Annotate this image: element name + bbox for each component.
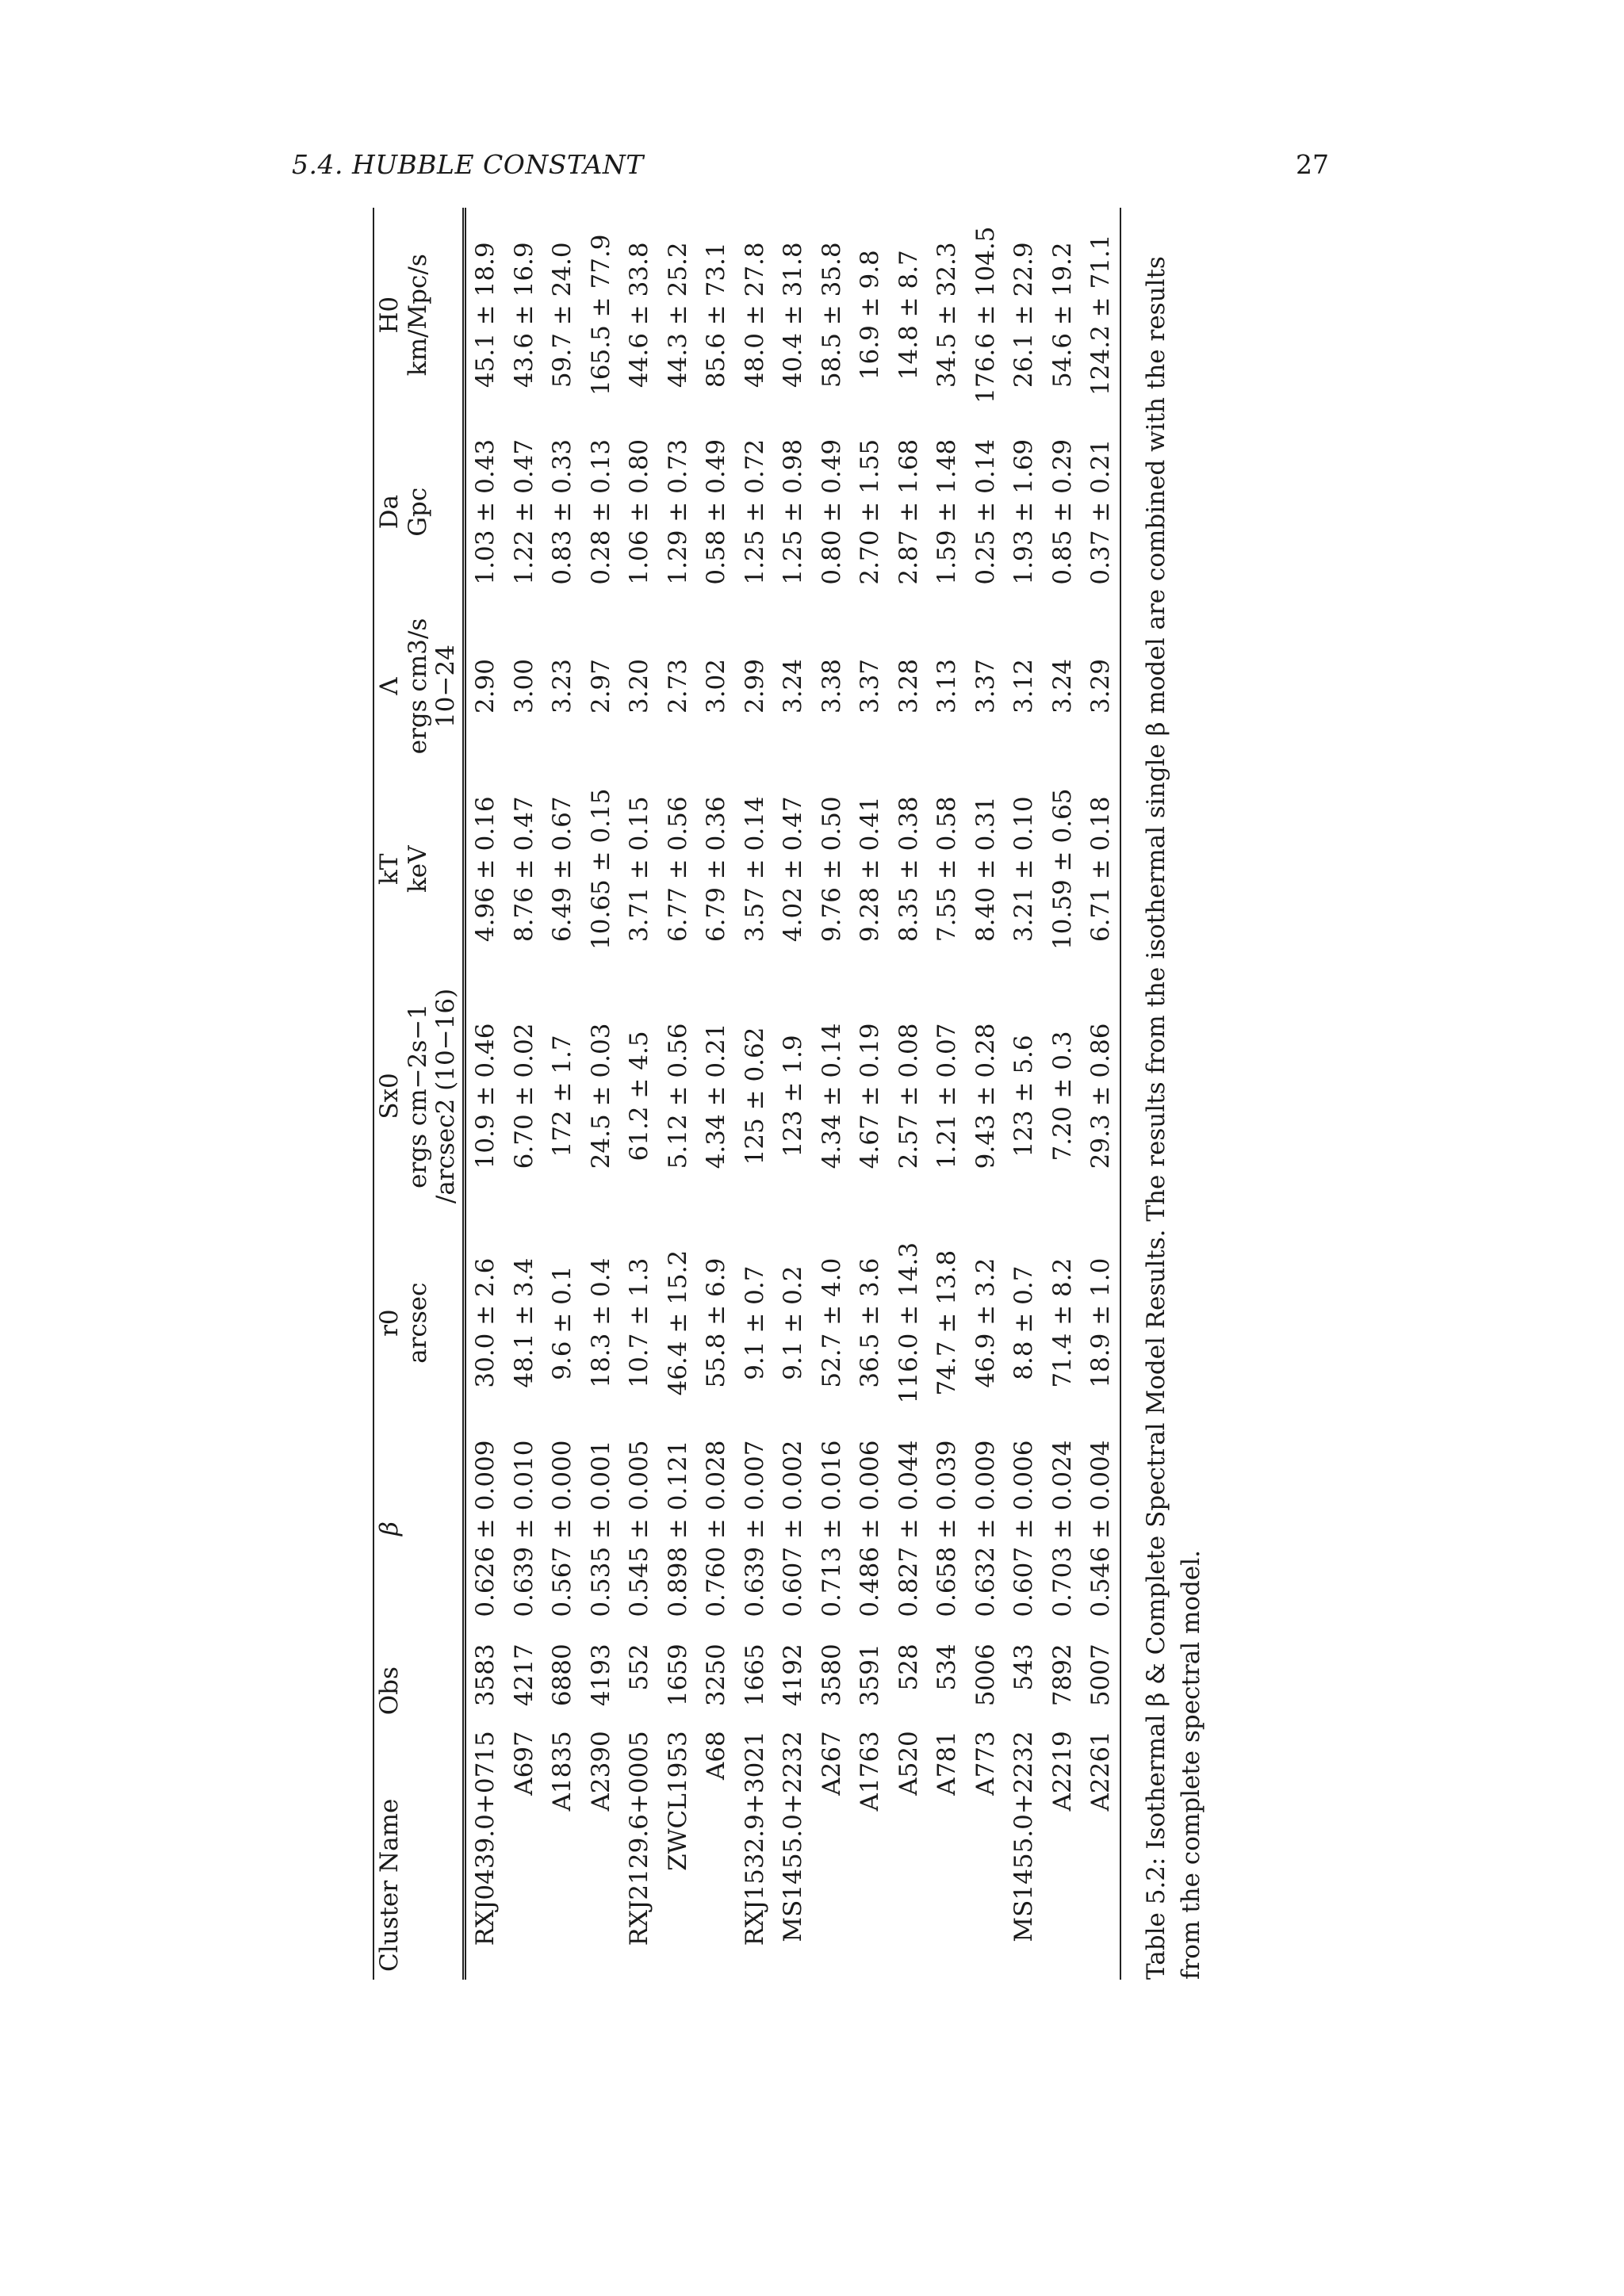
table-cell: 0.85 ± 0.29 bbox=[1048, 438, 1077, 585]
table-cell: 172 ± 1.7 bbox=[548, 1035, 577, 1158]
cluster-name-cell: RXJ0439.0+0715 bbox=[471, 1731, 500, 1946]
cluster-name-cell: ZWCL1953 bbox=[663, 1731, 692, 1871]
column-header-line2: ergs cm3/s bbox=[403, 618, 432, 755]
table-cell: 10.59 ± 0.65 bbox=[1048, 788, 1077, 950]
table-cell: 8.40 ± 0.31 bbox=[971, 796, 1000, 943]
table-cell: 0.639 ± 0.007 bbox=[740, 1440, 769, 1617]
table-cell: 2.70 ± 1.55 bbox=[856, 438, 885, 585]
table-cell: 0.713 ± 0.016 bbox=[817, 1440, 846, 1617]
table-cell: 74.7 ± 13.8 bbox=[933, 1249, 962, 1396]
table-cell: 0.28 ± 0.13 bbox=[586, 438, 615, 585]
table-cell: 2.73 bbox=[663, 658, 692, 714]
table-cell: 54.6 ± 19.2 bbox=[1048, 242, 1077, 388]
table-cell: 0.83 ± 0.33 bbox=[548, 438, 577, 585]
table-cell: 1665 bbox=[740, 1644, 769, 1707]
table-cell: 10.65 ± 0.15 bbox=[586, 788, 615, 950]
table-cell: 4.34 ± 0.14 bbox=[817, 1023, 846, 1169]
table-cell: 3.00 bbox=[509, 658, 538, 714]
column-header-line1: β bbox=[375, 1521, 404, 1536]
cluster-name-cell: MS1455.0+2232 bbox=[1009, 1731, 1039, 1942]
column-header-line1: Sx0 bbox=[375, 1073, 404, 1119]
table-cell: 9.43 ± 0.28 bbox=[971, 1023, 1000, 1169]
column-header bbox=[373, 1224, 464, 1421]
table-cell: 8.35 ± 0.38 bbox=[894, 796, 923, 943]
table-cell: 43.6 ± 16.9 bbox=[509, 242, 538, 388]
table-cell: 3.21 ± 0.10 bbox=[1009, 796, 1039, 943]
table-cell: 6.49 ± 0.67 bbox=[548, 796, 577, 943]
table-row bbox=[658, 208, 697, 1980]
table-row bbox=[735, 208, 774, 1980]
table-cell: 2.90 bbox=[471, 658, 500, 714]
column-header bbox=[373, 602, 464, 771]
table-cell: 552 bbox=[625, 1644, 654, 1691]
table-cell: 1659 bbox=[663, 1644, 692, 1707]
column-header bbox=[373, 1422, 464, 1636]
table-caption: Table 5.2: Isothermal β & Complete Spectral Model Results. The results from the isothermal single β model are combined with the results from the complete spectral model. bbox=[1142, 256, 1205, 1980]
table-cell: 1.03 ± 0.43 bbox=[471, 438, 500, 585]
table-cell: 3.57 ± 0.14 bbox=[740, 796, 769, 943]
table-cell: 0.898 ± 0.121 bbox=[663, 1440, 692, 1617]
cluster-name-cell: A1835 bbox=[548, 1731, 577, 1812]
table-cell: 4.34 ± 0.21 bbox=[702, 1023, 731, 1169]
table-row bbox=[928, 208, 967, 1980]
table-cell: 1.25 ± 0.98 bbox=[779, 438, 808, 585]
column-header bbox=[373, 1636, 464, 1723]
table-cell: 4192 bbox=[779, 1644, 808, 1707]
table-cell: 123 ± 1.9 bbox=[779, 1035, 808, 1158]
table-cell: 3.38 bbox=[817, 658, 846, 714]
column-header-line2: keV bbox=[403, 845, 432, 894]
results-table bbox=[373, 208, 1121, 1980]
table-header-row bbox=[373, 208, 464, 1980]
table-cell: 29.3 ± 0.86 bbox=[1082, 967, 1121, 1224]
table-row bbox=[543, 208, 582, 1980]
cluster-name-cell: A267 bbox=[817, 1731, 846, 1796]
table-cell: 2.87 ± 1.68 bbox=[894, 438, 923, 585]
cluster-name-cell: A520 bbox=[894, 1731, 923, 1796]
column-header-line2: ergs cm−2s−1 bbox=[403, 1004, 432, 1188]
table-cell: 124.2 ± 71.1 bbox=[1082, 208, 1121, 422]
table-cell: 44.3 ± 25.2 bbox=[663, 242, 692, 388]
table-cell: 3.02 bbox=[702, 658, 731, 714]
table-cell: 4217 bbox=[509, 1644, 538, 1707]
table-cell: 48.1 ± 3.4 bbox=[509, 1257, 538, 1388]
table-row bbox=[1082, 208, 1121, 1980]
table-cell: 3.12 bbox=[1009, 658, 1039, 714]
table-cell: 18.3 ± 0.4 bbox=[586, 1257, 615, 1388]
table-cell: 5007 bbox=[1082, 1636, 1121, 1723]
table-cell: 61.2 ± 4.5 bbox=[625, 1031, 654, 1161]
table-cell: 8.76 ± 0.47 bbox=[509, 796, 538, 943]
cluster-name-cell: MS1455.0+2232 bbox=[779, 1731, 808, 1942]
column-header bbox=[373, 1723, 464, 1980]
table-body bbox=[464, 208, 1120, 1980]
table-cell: 85.6 ± 73.1 bbox=[702, 242, 731, 388]
table-row bbox=[774, 208, 813, 1980]
table-cell: 1.93 ± 1.69 bbox=[1009, 438, 1039, 585]
table-cell: 8.8 ± 0.7 bbox=[1009, 1265, 1039, 1380]
table-cell: 3.20 bbox=[625, 658, 654, 714]
table-cell: 9.1 ± 0.7 bbox=[740, 1265, 769, 1380]
table-cell: 6.70 ± 0.02 bbox=[509, 1023, 538, 1169]
cluster-name-cell: A697 bbox=[509, 1731, 538, 1796]
table-cell: 46.4 ± 15.2 bbox=[663, 1249, 692, 1396]
table-cell: 16.9 ± 9.8 bbox=[856, 250, 885, 381]
table-cell: 5.12 ± 0.56 bbox=[663, 1023, 692, 1169]
table-cell: 0.626 ± 0.009 bbox=[471, 1440, 500, 1617]
table-cell: 6.77 ± 0.56 bbox=[663, 796, 692, 943]
table-cell: 3.37 bbox=[971, 658, 1000, 714]
table-cell: 4193 bbox=[586, 1644, 615, 1707]
table-cell: 3.28 bbox=[894, 658, 923, 714]
column-header-line1: Cluster Name bbox=[375, 1798, 404, 1972]
table-cell: 0.639 ± 0.010 bbox=[509, 1440, 538, 1617]
table-cell: 5006 bbox=[971, 1644, 1000, 1707]
table-cell: 3.23 bbox=[548, 658, 577, 714]
table-cell: 0.545 ± 0.005 bbox=[625, 1440, 654, 1617]
table-cell: 0.632 ± 0.009 bbox=[971, 1440, 1000, 1617]
table-cell: 48.0 ± 27.8 bbox=[740, 242, 769, 388]
table-cell: 0.486 ± 0.006 bbox=[856, 1440, 885, 1617]
table-cell: 1.59 ± 1.48 bbox=[933, 438, 962, 585]
table-cell: 0.535 ± 0.001 bbox=[586, 1440, 615, 1617]
table-row bbox=[697, 208, 736, 1980]
table-cell: 3580 bbox=[817, 1644, 846, 1707]
table-cell: 10.9 ± 0.46 bbox=[471, 1023, 500, 1169]
table-cell: 58.5 ± 35.8 bbox=[817, 242, 846, 388]
table-cell: 0.80 ± 0.49 bbox=[817, 438, 846, 585]
table-cell: 2.97 bbox=[586, 658, 615, 714]
table-cell: 176.6 ± 104.5 bbox=[971, 226, 1000, 404]
table-cell: 55.8 ± 6.9 bbox=[702, 1257, 731, 1388]
table-cell: 6.71 ± 0.18 bbox=[1082, 771, 1121, 967]
cluster-name-cell: A2390 bbox=[586, 1731, 615, 1812]
table-cell: 125 ± 0.62 bbox=[740, 1027, 769, 1165]
table-cell: 14.8 ± 8.7 bbox=[894, 250, 923, 381]
table-cell: 3.13 bbox=[933, 658, 962, 714]
table-cell: 0.37 ± 0.21 bbox=[1082, 422, 1121, 602]
table-cell: 528 bbox=[894, 1644, 923, 1691]
column-header-line2: Gpc bbox=[403, 487, 432, 537]
column-header bbox=[373, 422, 464, 602]
cluster-name-cell: A773 bbox=[971, 1731, 1000, 1796]
column-header-line1: Obs bbox=[375, 1667, 404, 1716]
column-header-line1: Da bbox=[375, 495, 404, 530]
cluster-name-cell: A1763 bbox=[856, 1731, 885, 1812]
column-header-line3: /arcsec2 (10−16) bbox=[431, 988, 461, 1204]
table-row bbox=[1043, 208, 1082, 1980]
table-row bbox=[464, 208, 504, 1980]
table-row bbox=[1005, 208, 1044, 1980]
table-cell: 4.96 ± 0.16 bbox=[471, 796, 500, 943]
table-cell: 36.5 ± 3.6 bbox=[856, 1257, 885, 1388]
table-cell: 3250 bbox=[702, 1644, 731, 1707]
table-cell: 59.7 ± 24.0 bbox=[548, 242, 577, 388]
column-header-line1: r0 bbox=[375, 1309, 404, 1337]
cluster-name-cell: RXJ2129.6+0005 bbox=[625, 1731, 654, 1946]
table-cell: 1.21 ± 0.07 bbox=[933, 1023, 962, 1169]
table-row bbox=[620, 208, 659, 1980]
table-cell: 9.76 ± 0.50 bbox=[817, 796, 846, 943]
column-header-line1: H0 bbox=[375, 296, 404, 334]
table-cell: 1.25 ± 0.72 bbox=[740, 438, 769, 585]
table-cell: 30.0 ± 2.6 bbox=[471, 1257, 500, 1388]
table-header bbox=[373, 208, 464, 1980]
table-cell: 4.67 ± 0.19 bbox=[856, 1023, 885, 1169]
table-cell: 0.25 ± 0.14 bbox=[971, 438, 1000, 585]
table-cell: 0.658 ± 0.039 bbox=[933, 1440, 962, 1617]
cluster-name-cell: A781 bbox=[933, 1731, 962, 1796]
table-cell: 52.7 ± 4.0 bbox=[817, 1257, 846, 1388]
table-cell: 3.71 ± 0.15 bbox=[625, 796, 654, 943]
table-row bbox=[581, 208, 620, 1980]
table-cell: 3.37 bbox=[856, 658, 885, 714]
column-header bbox=[373, 967, 464, 1224]
table-cell: 46.9 ± 3.2 bbox=[971, 1257, 1000, 1388]
table-row bbox=[851, 208, 890, 1980]
table-cell: 44.6 ± 33.8 bbox=[625, 242, 654, 388]
table-cell: 3583 bbox=[471, 1644, 500, 1707]
table-cell: 0.703 ± 0.024 bbox=[1048, 1440, 1077, 1617]
table-cell: 18.9 ± 1.0 bbox=[1082, 1224, 1121, 1421]
rotated-table-block bbox=[373, 208, 1134, 1980]
cluster-name-cell: A2261 bbox=[1082, 1723, 1121, 1980]
page-number: 27 bbox=[1296, 149, 1329, 180]
table-cell: 3591 bbox=[856, 1644, 885, 1707]
table-cell: 123 ± 5.6 bbox=[1009, 1035, 1039, 1158]
cluster-name-cell: A2219 bbox=[1048, 1731, 1077, 1812]
column-header-line2: arcsec bbox=[403, 1282, 432, 1364]
table-cell: 0.567 ± 0.000 bbox=[548, 1440, 577, 1617]
table-cell: 7.55 ± 0.58 bbox=[933, 796, 962, 943]
table-row bbox=[889, 208, 928, 1980]
column-header-line1: Λ bbox=[375, 677, 404, 695]
table-cell: 10.7 ± 1.3 bbox=[625, 1257, 654, 1388]
cluster-name-cell: A68 bbox=[702, 1731, 731, 1781]
table-cell: 9.6 ± 0.1 bbox=[548, 1265, 577, 1380]
table-cell: 165.5 ± 77.9 bbox=[586, 234, 615, 396]
table-cell: 1.29 ± 0.73 bbox=[663, 438, 692, 585]
table-cell: 0.546 ± 0.004 bbox=[1082, 1422, 1121, 1636]
table-cell: 0.607 ± 0.006 bbox=[1009, 1440, 1039, 1617]
table-cell: 2.99 bbox=[740, 658, 769, 714]
cluster-name-cell: RXJ1532.9+3021 bbox=[740, 1731, 769, 1946]
table-cell: 40.4 ± 31.8 bbox=[779, 242, 808, 388]
table-cell: 2.57 ± 0.08 bbox=[894, 1023, 923, 1169]
column-header-line3: 10−24 bbox=[431, 645, 461, 728]
table-cell: 6.79 ± 0.36 bbox=[702, 796, 731, 943]
table-cell: 3.24 bbox=[779, 658, 808, 714]
table-cell: 0.58 ± 0.49 bbox=[702, 438, 731, 585]
table-cell: 6880 bbox=[548, 1644, 577, 1707]
column-header bbox=[373, 771, 464, 967]
table-cell: 45.1 ± 18.9 bbox=[471, 242, 500, 388]
running-head: 5.4. HUBBLE CONSTANT bbox=[292, 149, 644, 180]
table-cell: 34.5 ± 32.3 bbox=[933, 242, 962, 388]
table-cell: 543 bbox=[1009, 1644, 1039, 1691]
table-cell: 7892 bbox=[1048, 1644, 1077, 1707]
table-cell: 0.760 ± 0.028 bbox=[702, 1440, 731, 1617]
table-cell: 9.28 ± 0.41 bbox=[856, 796, 885, 943]
table-cell: 3.29 bbox=[1082, 602, 1121, 771]
table-cell: 26.1 ± 22.9 bbox=[1009, 242, 1039, 388]
table-cell: 1.22 ± 0.47 bbox=[509, 438, 538, 585]
table-row bbox=[966, 208, 1005, 1980]
table-row bbox=[812, 208, 851, 1980]
table-cell: 71.4 ± 8.2 bbox=[1048, 1257, 1077, 1388]
column-header bbox=[373, 208, 464, 422]
table-cell: 24.5 ± 0.03 bbox=[586, 1023, 615, 1169]
table-cell: 1.06 ± 0.80 bbox=[625, 438, 654, 585]
column-header-line1: kT bbox=[375, 853, 404, 885]
table-cell: 116.0 ± 14.3 bbox=[894, 1242, 923, 1404]
table-cell: 9.1 ± 0.2 bbox=[779, 1265, 808, 1380]
table-cell: 3.24 bbox=[1048, 658, 1077, 714]
table-cell: 0.607 ± 0.002 bbox=[779, 1440, 808, 1617]
table-cell: 7.20 ± 0.3 bbox=[1048, 1031, 1077, 1161]
table-row bbox=[504, 208, 543, 1980]
column-header-line2: km/Mpc/s bbox=[403, 254, 432, 377]
table-cell: 534 bbox=[933, 1644, 962, 1691]
table-cell: 0.827 ± 0.044 bbox=[894, 1440, 923, 1617]
table-cell: 4.02 ± 0.47 bbox=[779, 796, 808, 943]
